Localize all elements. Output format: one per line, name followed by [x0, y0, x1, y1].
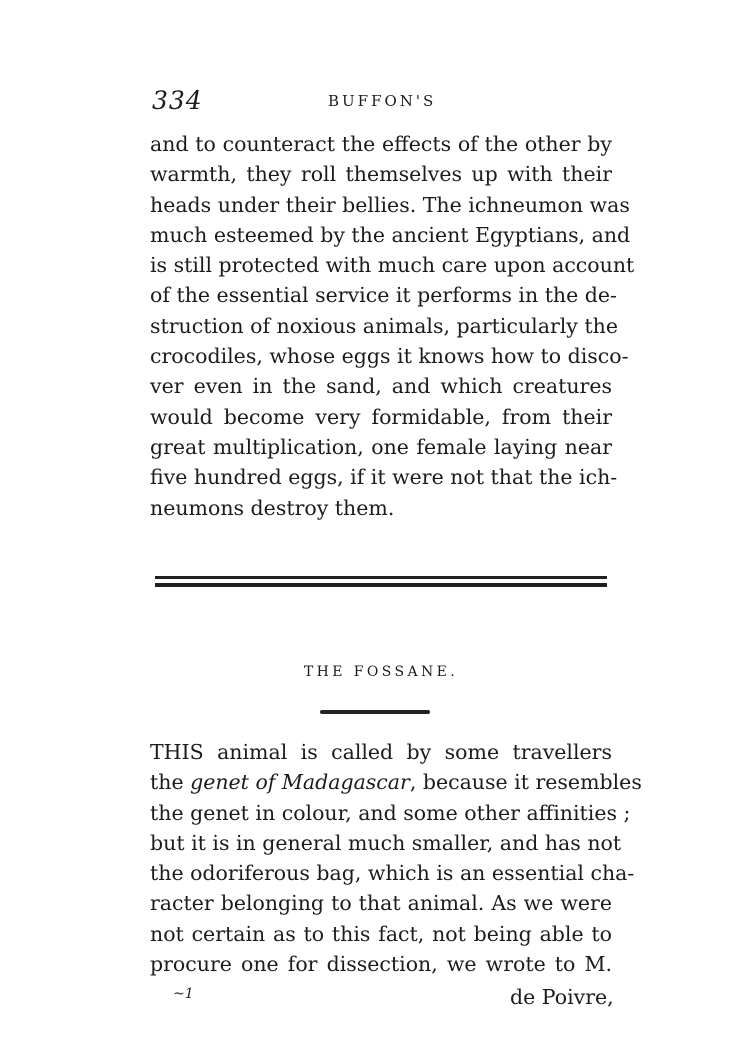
title-underline-rule [320, 710, 430, 714]
divider-thin-line [155, 576, 607, 579]
ichneumon-passage [150, 129, 635, 523]
italic-term: genet of Madagascar [190, 770, 410, 795]
catchword: de Poivre, [510, 985, 614, 1009]
text-line-with-italic [150, 767, 642, 797]
text-line: the odoriferous bag, which is an essential cha- [150, 861, 635, 886]
divider-thick-line [155, 583, 607, 587]
text-line: struction of noxious animals, particularly the [150, 313, 618, 338]
fossane-passage [150, 737, 642, 979]
text-line: warmth, they roll themselves up with their [150, 162, 612, 187]
text-line: not certain as to this fact, not being able to [150, 921, 612, 946]
text-fragment: , because it resembles [409, 770, 642, 795]
text-fragment: the [150, 770, 191, 795]
running-head: BUFFON'S [328, 92, 437, 110]
text-line: but it is in general much smaller, and has not [150, 830, 622, 855]
text-line: crocodiles, whose eggs it knows how to disco- [150, 344, 629, 369]
text-line: THIS animal is called by some travellers [150, 740, 612, 764]
text-line: racter belonging to that animal. As we were [150, 891, 612, 916]
text-line: heads under their bellies. The ichneumon was [150, 192, 630, 217]
section-divider-double-rule [155, 574, 607, 588]
text-line: procure one for dissection, we wrote to M. [150, 952, 612, 977]
text-line: much esteemed by the ancient Egyptians, and [150, 222, 631, 247]
text-line: five hundred eggs, if it were not that the ich- [150, 465, 618, 490]
section-title: THE FOSSANE. [303, 664, 459, 680]
page-number: 334 [152, 86, 203, 115]
text-line: is still protected with much care upon account [150, 253, 635, 278]
text-line: and to counteract the effects of the other by [150, 132, 612, 156]
text-line: the genet in colour, and some other affinities ; [150, 800, 631, 825]
text-line: ver even in the sand, and which creatures [150, 374, 612, 399]
text-line: great multiplication, one female laying near [150, 434, 612, 459]
text-line: would become very formidable, from their [150, 404, 612, 429]
text-line: of the essential service it performs in the de- [150, 283, 617, 308]
signature-mark: ~1 [173, 986, 194, 1002]
text-line: neumons destroy them. [150, 495, 395, 520]
